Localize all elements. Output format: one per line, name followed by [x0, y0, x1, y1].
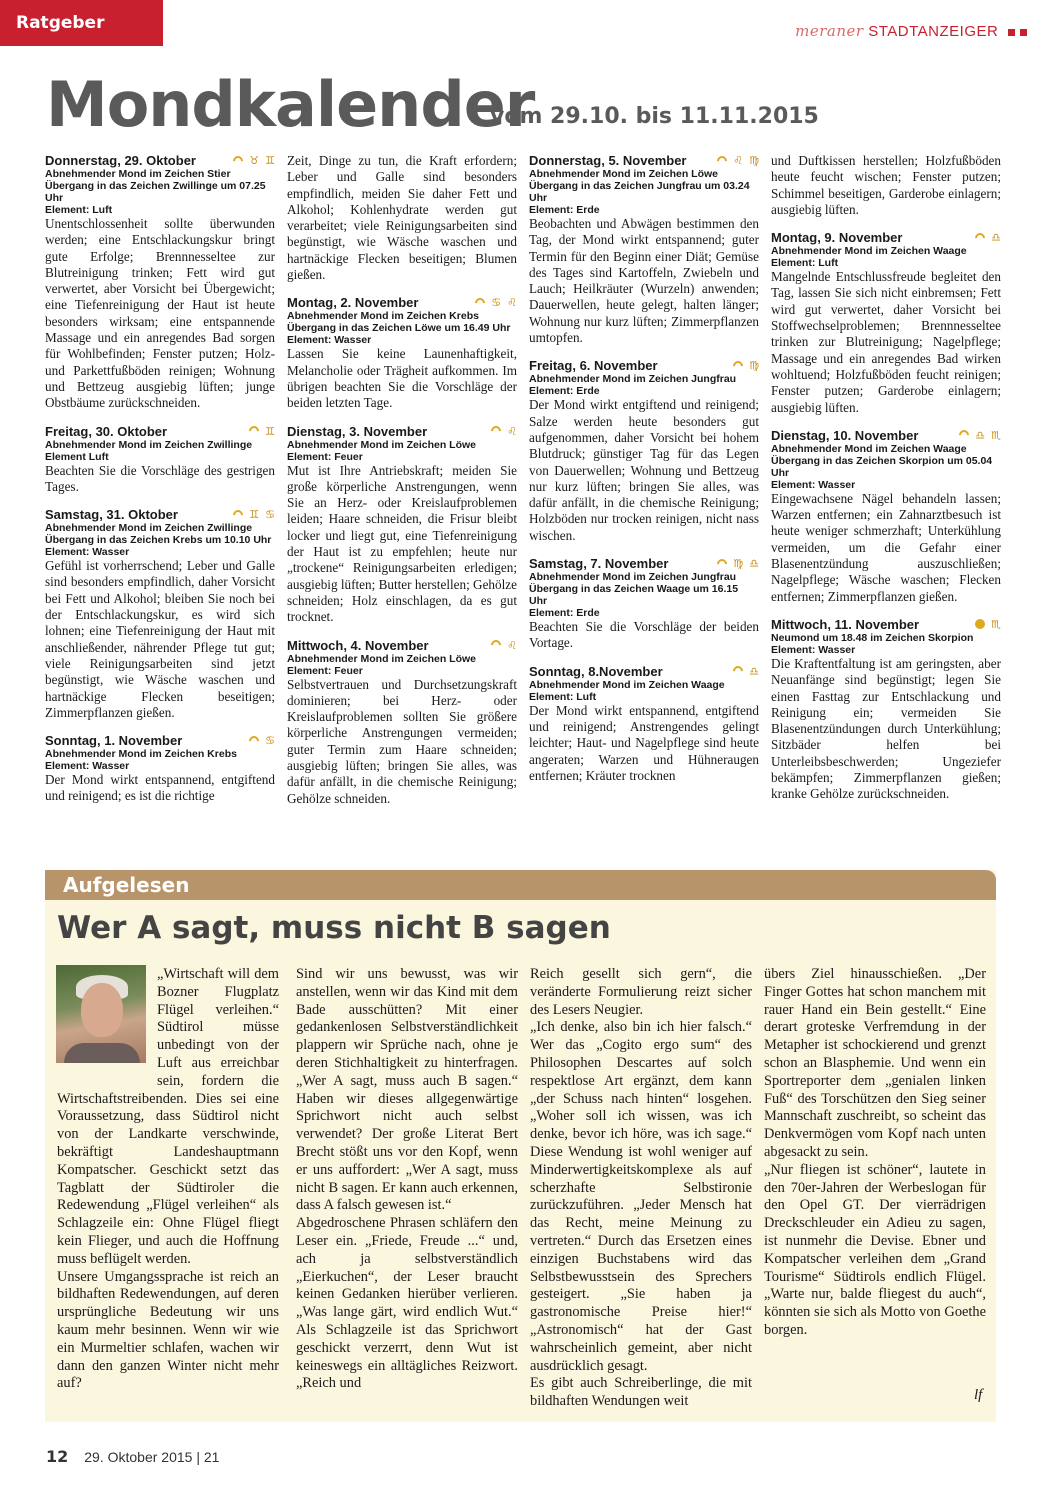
calendar-entry — [287, 638, 517, 807]
moon-phase-icon — [975, 619, 985, 629]
zodiac-icon: ♎ — [749, 664, 759, 678]
calendar-entry — [45, 153, 275, 412]
day-label: Samstag, 7. November — [529, 556, 669, 572]
moon-info: Abnehmender Mond im Zeichen Jungfrau — [529, 571, 737, 584]
moon-info: Abnehmender Mond im Zeichen Löwe — [529, 168, 719, 180]
moon-info: Element: Wasser — [45, 546, 130, 559]
article-kicker-bar — [45, 870, 996, 900]
moon-info: Übergang in das Zeichen Skorpion um 05.04 Uhr — [771, 454, 993, 479]
moon-info: Element: Wasser — [771, 478, 856, 491]
day-label: Sonntag, 1. November — [45, 733, 183, 749]
article-paragraph: Unsere Umgangssprache ist reich an bildhaften Redewendungen, auf deren ursprüngliche Bedeutung wir uns kaum mehr besinnen. Wenn wir wie ein Murmeltier schlafen, wachen wir dann den ganzen Winter nicht mehr auf? — [57, 1268, 279, 1392]
day-heading — [287, 638, 517, 653]
zodiac-icon: ♌ — [507, 424, 517, 438]
moon-symbols — [717, 153, 759, 168]
day-label: Donnerstag, 5. November — [529, 153, 687, 168]
moon-info: Element: Feuer — [287, 664, 363, 677]
moon-info: Übergang in das Zeichen Jungfrau um 03.24 Uhr — [529, 180, 750, 204]
calendar-column-2 — [287, 153, 517, 819]
moon-info: Element: Wasser — [45, 760, 130, 773]
article-paragraph: Sind wir uns bewusst, was wir anstellen, wenn wir das Kind mit dem Bade ausschütten? Mit einer gedankenlosen Selbstverständlichkeit plappern wir Sprüche nach, ohne je deren Stichhaltigkeit zu hinterfragen. „Wer A sagt, muss auch B sagen.“ Haben wir dieses allgegenwärtige Sprichwort nicht auch selbst verwendet? Der große Literat Bert Brecht stößt uns vor den Kopf, wenn er uns auffordert: „Wer A sagt, muss nicht B sagen. Er kann auch erkennen, dass A falsch gewesen ist.“ — [296, 966, 518, 1214]
moon-symbols — [249, 733, 275, 748]
day-heading — [529, 664, 759, 679]
moon-info: Abnehmender Mond im Zeichen Zwillinge — [45, 438, 253, 451]
calendar-entry — [45, 424, 275, 496]
day-heading — [529, 358, 759, 373]
moon-phase-icon — [957, 428, 971, 442]
calendar-entry — [45, 507, 275, 721]
calendar-entry — [287, 153, 517, 283]
zodiac-icon: ♊ — [265, 154, 275, 167]
moon-phase-icon — [231, 508, 245, 522]
article-paragraph: Es gibt auch Schreiberlinge, die mit bildhaften Wendungen weit — [530, 1375, 752, 1410]
moon-info: Abnehmender Mond im Zeichen Löwe — [287, 652, 477, 665]
zodiac-icon: ♍ — [749, 359, 759, 373]
zodiac-icon: ♌ — [507, 638, 517, 652]
day-advice: Selbstvertrauen und Durchsetzungskraft dominieren; bei Herz- oder Kreislaufproblemen sollten Sie größere körperliche Anstrengungen vermeiden; guter Termin zum Haare schneiden; ausgiebig lüften; bringen Sie alles, was dafür anfällt, in die chemische Reinigung; Gehölze schneiden. — [287, 676, 517, 806]
day-heading — [529, 556, 759, 571]
moon-info: Übergang in das Zeichen Waage um 16.15 Uhr — [529, 583, 739, 608]
square-icon — [1020, 29, 1027, 36]
day-label: Sonntag, 8.November — [529, 663, 663, 679]
calendar-entry — [771, 153, 1001, 218]
article-column-4 — [764, 966, 986, 1340]
photo-spacer — [57, 966, 157, 1080]
moon-info: Element Luft — [45, 450, 109, 463]
moon-info: Abnehmender Mond im Zeichen Zwillinge — [45, 522, 253, 535]
day-label: Freitag, 6. November — [529, 358, 658, 374]
page-number: 12 — [46, 1447, 69, 1466]
day-advice: Der Mond wirkt entgiftend und reinigend; Salze werden heute besonders gut aufgenommen, daher Vorsicht bei hohem Blutdruck; günstiger Tag für das Legen von Dauerwellen; Wohnung und Bettzeug nur kurz lüften; bringen Sie alles, was dafür anfällt, in die chemische Reinigung; Holzböden nur trocken reinigen, nicht nass wischen. — [529, 397, 759, 543]
calendar-entry — [771, 428, 1001, 605]
day-advice: Beachten Sie die Vorschläge des gestrigen Tages. — [45, 462, 275, 494]
moon-symbols — [733, 358, 759, 373]
day-advice: Unentschlossenheit sollte überwunden werden; eine Entschlackungskur bringt gute Erfolge; Brennnesseltee zur Blutreinigung trinken; Fett wird gut verwertet, aber Vorsicht bei Übergewicht; eine Tiefenreinigung der Haut ist heute besonders wirksam; eine entspannende Massage und ein anregendes Bad sorgen für Wohlbefinden; Fenster putzen; Holz- und Parkettfußböden reinigen; Wohnung und Bettzeug ausgiebig lüften; junge Obstbäume zurückschneiden. — [45, 216, 275, 411]
moon-symbols — [491, 638, 517, 653]
moon-info: Abnehmender Mond im Zeichen Waage — [771, 442, 967, 455]
day-heading — [45, 424, 275, 439]
day-label: Freitag, 30. Oktober — [45, 423, 168, 439]
day-advice: Gefühl ist vorherrschend; Leber und Galle sind besonders empfindlich, daher Vorsicht bei Fett und Alkohol; bleiben Sie noch bei der Entschlackungskur, es wird sich lohnen; eine Tiefenreinigung der Haut mit anschließender, nährender Pflege tut gut; viele Reinigungsarbeiten sind jetzt begünstigt, wie Wäsche waschen und hartnäckige Flecken beseitigen; Zimmerpflanzen gießen. — [45, 558, 275, 720]
moon-symbols — [975, 230, 1001, 245]
day-heading — [771, 230, 1001, 245]
zodiac-icon: ♉ — [249, 154, 260, 167]
zodiac-icon: ♎ — [749, 557, 759, 571]
day-advice: Der Mond wirkt entspannend, entgiftend und reinigend; Anstrengendes gelingt leichter; Haut- und Nagelpflege sind heute angeraten; Warzen und Hühneraugen entfernen; Kräuter trocknen — [529, 702, 759, 783]
calendar-entry — [771, 230, 1001, 416]
day-advice: Mut ist Ihre Antriebskraft; meiden Sie große körperliche Anstrengungen, wenn Sie an Herz- oder Kreislaufproblemen leiden; Haare schneiden, die Frisur bleibt locker und liegt gut, eine Tiefenreinigung der Haut ist zu empfehlen; heute nur „trockene“ Reinigungsarbeiten erledigen; ausgiebig lüften; Butter herstellen; Gehölze schneiden; Holz einschlagen, da es gut trocknet. — [287, 462, 517, 625]
zodiac-icon: ♍ — [733, 557, 744, 571]
moon-phase-icon — [731, 359, 745, 373]
moon-info: Abnehmender Mond im Zeichen Waage — [529, 678, 725, 691]
moon-symbols — [959, 428, 1001, 443]
day-advice: Lassen Sie keine Launenhaftigkeit, Melancholie oder Trägheit aufkommen. Im übrigen beachten Sie die Vorschläge der beiden letzten Tage. — [287, 346, 517, 411]
calendar-entry — [529, 556, 759, 652]
article-column-3 — [530, 966, 752, 1411]
article-paragraph: „Wirtschaft will dem Bozner Flugplatz Flügel verleihen.“ Südtirol müsse unbedingt von der Luft aus erreichbar sein, fordern die Wirtschaftstreibenden. Dies sei eine Voraussetzung, dass Südtirol nicht von der Landkarte verschwinde, bekräftigt Landeshauptmann Kompatscher. Geschickt setzt das Tagblatt der Südtiroler die Redewendung „Flügel verleihen“ als Schlagzeile ein: Ohne Flügel fliegt kein Flieger, und auch die Hoffnung muss beflügelt werden. — [57, 966, 279, 1267]
masthead — [795, 22, 1027, 40]
moon-info: Abnehmender Mond im Zeichen Krebs — [45, 748, 237, 761]
moon-phase-icon — [231, 153, 245, 167]
calendar-entry — [529, 664, 759, 784]
moon-info: Element: Wasser — [287, 334, 372, 347]
moon-phase-icon — [715, 556, 729, 570]
day-advice: Beobachten und Abwägen bestimmen den Tag, der Mond wirkt entspannend; guter Termin für den Beginn einer Diät; Gemüse des Tages sind Kartoffeln, Zwiebeln und Lauch; Heilkräuter (Wurzeln) anwenden; Dauerwellen, heute gelegt, halten länger; Wohnung nur kurz lüften; Zimmerpflanzen umtopfen. — [529, 216, 759, 346]
article-paragraph: „Ich denke, also bin ich hier falsch.“ Wer das „Cogito ergo sum“ des Philosophen Descartes auf solch respektlose Art ergänzt, dem kann „der Schuss nach hinten“ losgehen. „Woher soll ich wissen, was ich denke, bevor ich höre, was ich sage.“ Diese Wendung ist wohl weniger auf Minderwertigkeitskomplexe als auf scherzhafte Selbstironie zurückzuführen. „Jeder Mensch hat das Recht, meine Meinung zu vertreten.“ Durch das Ersetzen eines einzigen Buchstabens wird das Selbstbewusstsein des Sprechers gesteigert. „Sie haben ja gastronomische Preise hier!“ „Astronomisch“ hat der Gast wahrscheinlich gemeint, aber nicht ausdrücklich gesagt. — [530, 1019, 752, 1374]
zodiac-icon: ♌ — [507, 296, 517, 310]
article-headline: Wer A sagt, muss nicht B sagen — [57, 910, 611, 946]
moon-symbols — [733, 664, 759, 679]
section-label: Ratgeber — [16, 13, 105, 33]
day-heading — [45, 733, 275, 748]
zodiac-icon: ♋ — [265, 734, 275, 748]
article-column-2 — [296, 966, 518, 1393]
moon-symbols — [717, 556, 759, 571]
masthead-script: meraner — [795, 22, 864, 40]
day-label: Dienstag, 10. November — [771, 427, 919, 443]
calendar-column-1 — [45, 153, 275, 817]
zodiac-icon: ♏ — [991, 617, 1001, 631]
moon-info: Element: Luft — [529, 690, 597, 703]
day-heading — [771, 617, 1001, 632]
calendar-entry — [529, 358, 759, 544]
section-tab — [0, 0, 163, 46]
moon-info: Element: Feuer — [287, 450, 363, 463]
day-advice: Die Kraftentfaltung ist am geringsten, aber Neuanfänge sind begünstigt; legen Sie einen Fasttag zur Entschlackung und Reinigung ein; vermeiden Sie Blasenentzündungen durch Unterkühlung; Sitzbäder helfen bei Unterleibsbeschwerden; Ungeziefer bekämpfen; Zimmerpflanzen gießen; kranke Gehölze zurückschneiden. — [771, 655, 1001, 802]
moon-phase-icon — [489, 424, 503, 438]
zodiac-icon: ♊ — [265, 424, 275, 438]
square-icon — [1008, 29, 1015, 36]
article-kicker: Aufgelesen — [63, 873, 190, 897]
page-footer — [46, 1447, 219, 1466]
day-label: Dienstag, 3. November — [287, 423, 428, 439]
moon-info: Element: Erde — [529, 607, 600, 620]
moon-info: Abnehmender Mond im Zeichen Waage — [771, 245, 967, 258]
issue-info: 29. Oktober 2015 | 21 — [84, 1449, 220, 1465]
zodiac-icon: ♊ — [249, 508, 260, 522]
day-heading — [45, 507, 275, 522]
day-advice: Zeit, Dinge zu tun, die Kraft erfordern; Leber und Galle sind besonders empfindlich, meiden Sie daher Fett und Alkohol; Kohlenhydrate werden gut verarbeitet; viele Reinigungsarbeiten sind begünstigt, wie Wäsche waschen und hartnäckige Flecken beseitigen; Blumen gießen. — [287, 153, 517, 283]
calendar-entry — [287, 424, 517, 626]
moon-info: Element: Erde — [529, 204, 600, 216]
calendar-entry — [771, 617, 1001, 803]
zodiac-icon: ♋ — [491, 296, 502, 310]
article-column-1 — [57, 966, 279, 1393]
article-paragraph: Abgedroschene Phrasen schläfern den Leser ein. „Friede, Freude ...“ und, ach ja selbstverständlich „Eierkuchen“, der Leser braucht keinen Gedanken hierüber verlieren. „Was lange gärt, wird endlich Wut.“ Als Schlagzeile ist das Sprichwort geschickt verzerrt, denn Wut ist keineswegs ein alltägliches Reizwort. „Reich und — [296, 1215, 518, 1392]
moon-info: Element: Luft — [45, 204, 113, 216]
moon-phase-icon — [473, 296, 487, 310]
moon-phase-icon — [715, 153, 729, 167]
moon-info: Übergang in das Zeichen Löwe um 16.49 Uhr — [287, 322, 511, 335]
calendar-entry — [287, 295, 517, 411]
day-label: Samstag, 31. Oktober — [45, 507, 178, 523]
day-advice: Beachten Sie die Vorschläge der beiden Vortage. — [529, 619, 759, 651]
day-heading — [771, 428, 1001, 443]
article-paragraph: „Nur fliegen ist schöner“, lautete in den 70er-Jahren der Werbeslogan für den Opel GT. Der vierrädrigen Dreckschleuder ein Adieu zu sagen, ist nunmehr die Devise. Ebner und Kompatscher verleihen dem „Grand Tourisme“ Südtirols endlich Flügel. „Warte nur, balde fliegest du auch“, könnten sie sich als Motto von Goethe borgen. — [764, 1161, 986, 1338]
day-advice: Mangelnde Entschlussfreude begleitet den Tag, lassen Sie sich nicht einbremsen; Fett wird gut verwertet, daher Vorsicht bei Stoffwechselproblemen; Brennnesseltee trinken zur Blutreinigung; Nagelpflege; Massage und ein anregendes Bad wirken wohltuend; Holzfußböden feucht reinigen; Fenster putzen; Garderobe einlagern; ausgiebig lüften. — [771, 269, 1001, 415]
day-heading — [45, 153, 275, 168]
moon-info: Element: Erde — [529, 385, 600, 398]
moon-symbols — [249, 424, 275, 439]
moon-symbols — [475, 295, 517, 310]
calendar-entry — [45, 733, 275, 805]
page-subtitle: vom 29.10. bis 11.11.2015 — [490, 104, 819, 129]
day-advice: Eingewachsene Nägel behandeln lassen; Warzen entfernen; ein Zahnarztbesuch ist heute weniger schmerzhaft; Unterkühlung vermeiden, um die Gefahr einer Blasenentzündung auszuschließen; Nagelpflege; Wäsche waschen; Flecken entfernen; Zimmerpflanzen gießen. — [771, 490, 1001, 604]
zodiac-icon: ♎ — [975, 428, 986, 442]
day-label: Donnerstag, 29. Oktober — [45, 153, 196, 168]
moon-phase-icon — [489, 638, 503, 652]
day-label: Mittwoch, 4. November — [287, 637, 429, 653]
moon-info: Übergang in das Zeichen Krebs um 10.10 Uhr — [45, 534, 272, 547]
moon-info: Abnehmender Mond im Zeichen Jungfrau — [529, 373, 737, 386]
day-heading — [529, 153, 759, 168]
moon-info: Element: Wasser — [771, 643, 856, 656]
moon-symbols — [233, 153, 275, 168]
zodiac-icon: ♎ — [991, 231, 1001, 245]
day-label: Montag, 9. November — [771, 230, 903, 246]
calendar-column-3 — [529, 153, 759, 796]
moon-info: Übergang in das Zeichen Zwillinge um 07.25 Uhr — [45, 180, 266, 204]
day-label: Montag, 2. November — [287, 295, 419, 311]
day-advice: Der Mond wirkt entspannend, entgiftend und reinigend; es ist die richtige — [45, 772, 275, 804]
article-signature: lf — [974, 1387, 983, 1403]
moon-info: Element: Luft — [771, 257, 839, 270]
page-title: Mondkalender — [46, 68, 535, 141]
zodiac-icon: ♍ — [749, 154, 759, 167]
day-heading — [287, 424, 517, 439]
day-label: Mittwoch, 11. November — [771, 616, 920, 632]
moon-info: Neumond um 18.48 im Zeichen Skorpion — [771, 631, 974, 644]
moon-symbols — [233, 507, 275, 522]
moon-phase-icon — [247, 734, 261, 748]
day-heading — [287, 295, 517, 310]
moon-info: Abnehmender Mond im Zeichen Krebs — [287, 310, 479, 323]
moon-info: Abnehmender Mond im Zeichen Stier — [45, 168, 231, 180]
calendar-entry — [529, 153, 759, 346]
zodiac-icon: ♏ — [991, 428, 1001, 442]
article-paragraph: Reich gesellt sich gern“, die veränderte Formulierung reizt sicher des Lesers Neugier. — [530, 966, 752, 1018]
moon-phase-icon — [731, 664, 745, 678]
moon-symbols — [491, 424, 517, 439]
moon-symbols — [975, 617, 1001, 632]
zodiac-icon: ♋ — [265, 508, 275, 522]
day-advice: und Duftkissen herstellen; Holzfußböden heute feucht wischen; Fenster putzen; Schimmel beseitigen, Garderobe einlagern; ausgiebig lüften. — [771, 153, 1001, 217]
moon-phase-icon — [973, 231, 987, 245]
article-paragraph: übers Ziel hinausschießen. „Der Finger Gottes hat schon manchem mit rauer Hand ein Bein gestellt.“ Eine derart groteske Verfremdung in der Metapher ist schockierend und grenzt schon an Blasphemie. Und wenn ein Sportreporter dem „genialen linken Fuß“ des Torschützen den Sieg seiner Mannschaft zuschreibt, so scheint das Denkvermögen vom Kopf nach unten abgesackt zu sein. — [764, 966, 986, 1160]
calendar-column-4 — [771, 153, 1001, 815]
moon-phase-icon — [247, 424, 261, 438]
masthead-name: STADTANZEIGER — [868, 23, 999, 40]
zodiac-icon: ♌ — [733, 154, 744, 167]
moon-info: Abnehmender Mond im Zeichen Löwe — [287, 438, 477, 451]
